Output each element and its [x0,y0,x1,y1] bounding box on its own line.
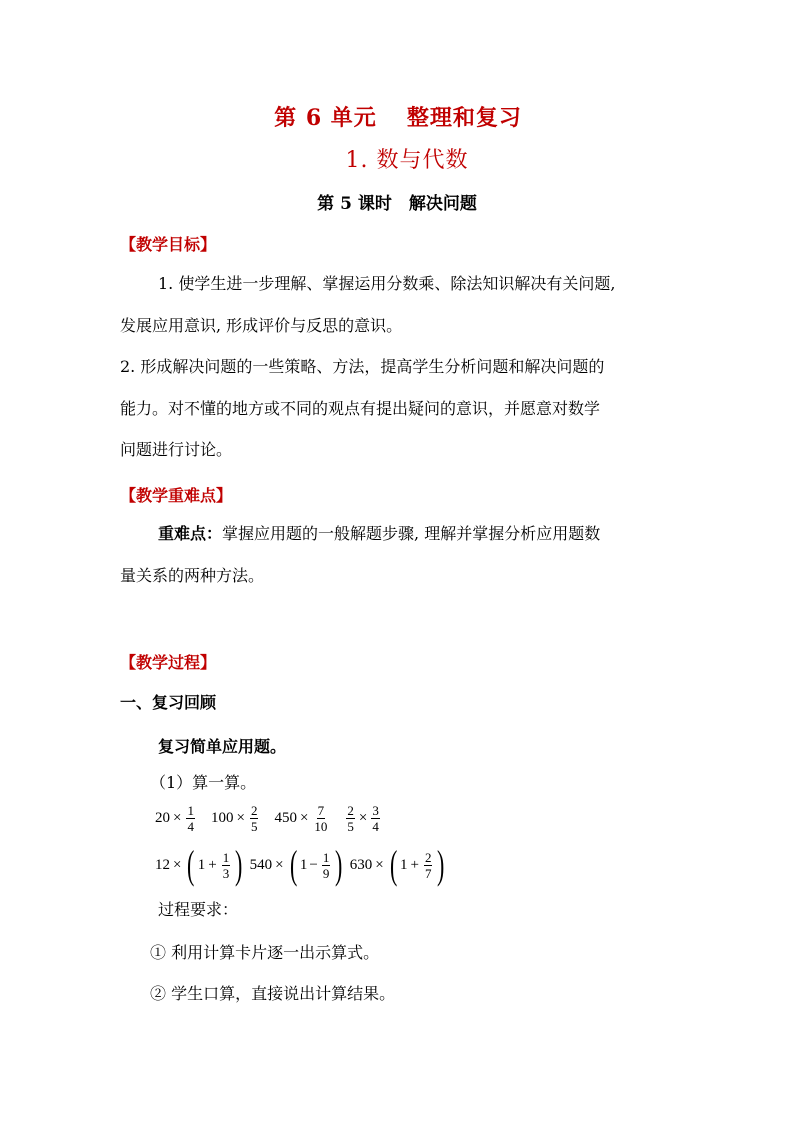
unit-title [0,101,794,132]
unit-label: 第 6 单元 [274,105,377,131]
expr-6-fraction: $\frac{1}{9}$ [322,849,330,881]
expr-6-one: 1 [299,856,308,873]
times-sign: × [299,810,309,826]
times-sign: × [173,810,182,826]
requirement-2: ② 学生口算，直接说出计算结果。 [150,984,396,1003]
key-points-line-1 [158,518,600,550]
objective-1-line-2: 发展应用意识, 形成评价与反思的意识。 [120,316,403,335]
times-sign: × [275,856,284,873]
left-paren: ( [187,842,195,887]
objective-2-line-3: 问题进行讨论。 [120,440,233,459]
times-sign: × [173,856,182,873]
lesson-title: 第 5 课时 解决问题 [317,194,477,214]
objective-2-line-2: 能力。对不懂的地方或不同的观点有提出疑问的意识，并愿意对数学 [120,399,601,418]
requirement-1: ① 利用计算卡片逐一出示算式。 [150,943,380,962]
right-paren: ) [235,842,243,887]
expr-1-whole: 20 [155,810,170,826]
key-points-text-1: 掌握应用题的一般解题步骤, 理解并掌握分析应用题数 [222,524,601,543]
expr-4-fraction-a: $\frac{2}{5}$ [347,803,354,834]
expr-7-op: + [410,856,419,873]
left-paren: ( [389,842,397,887]
expression-row-1 [155,803,382,834]
expr-1-fraction: $\frac{1}{4}$ [187,803,194,834]
objective-1-line-1: 1. 使学生进一步理解、掌握运用分数乘、除法知识解决有关问题, [158,274,616,293]
key-points-line-2: 量关系的两种方法。 [120,566,265,585]
expr-2-fraction: $\frac{2}{5}$ [250,803,258,834]
expr-4-fraction-b: $\frac{3}{4}$ [372,803,379,834]
expr-5-one: 1 [197,856,206,873]
objective-2-line-1: 2. 形成解决问题的一些策略、方法，提高学生分析问题和解决问题的 [120,357,605,376]
part-1-title: 一、复习回顾 [120,693,217,712]
expr-7-fraction: $\frac{2}{7}$ [424,849,432,881]
expr-3-whole: 450 [274,810,297,826]
expr-7-whole: 630 [349,856,373,873]
unit-topic: 整理和复习 [406,105,522,131]
times-sign: × [236,810,245,826]
expr-6-whole: 540 [249,856,273,873]
expr-5-op: + [208,856,217,873]
key-points-label: 重难点： [158,524,223,543]
key-points-heading: 【教学重难点】 [120,486,233,505]
expr-2-whole: 100 [210,810,234,826]
right-paren: ) [335,842,343,887]
expr-7-one: 1 [399,856,408,873]
left-paren: ( [289,842,297,887]
objectives-heading: 【教学目标】 [120,235,217,254]
requirements-title: 过程要求： [158,900,239,919]
times-sign: × [375,856,384,873]
step-1: （1）算一算。 [150,773,257,792]
expr-5-fraction: $\frac{1}{3}$ [222,849,230,881]
expression-row-2 [155,842,448,887]
section-title: 1. 数与代数 [345,148,469,173]
process-heading: 【教学过程】 [120,653,217,672]
review-title: 复习简单应用题。 [158,737,287,756]
right-paren: ) [437,842,445,887]
expr-6-op: − [309,856,318,873]
times-sign: × [358,810,368,826]
expr-3-fraction: $\frac{7}{10}$ [314,803,328,834]
expr-5-whole: 12 [155,856,170,873]
